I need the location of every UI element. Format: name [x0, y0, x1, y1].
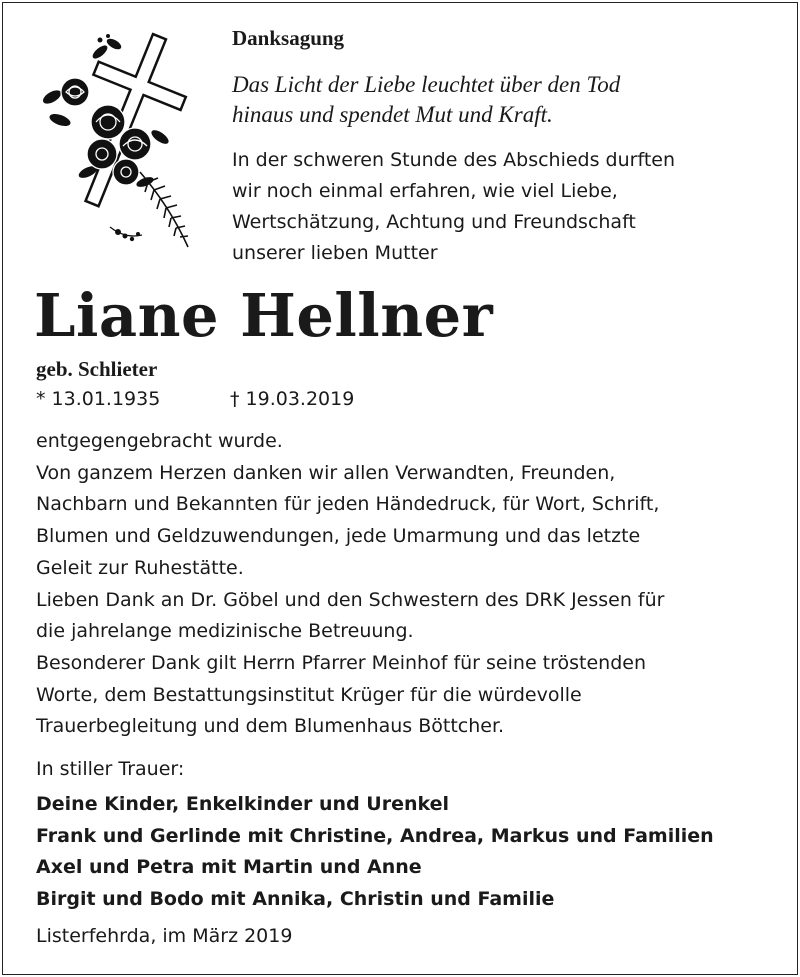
maiden-name: geb. Schlieter	[36, 357, 158, 381]
life-dates	[36, 388, 355, 410]
thanks-line: Trauerbegleitung und dem Blumenhaus Böttcher.	[36, 715, 505, 738]
notice-heading: Danksagung	[232, 26, 345, 50]
thanks-line: Besonderer Dank gilt Herrn Pfarrer Meinhof für seine tröstenden	[36, 651, 647, 674]
thanks-line: Blumen und Geldzuwendungen, jede Umarmung und das letzte	[36, 525, 641, 548]
mourners-list	[36, 789, 796, 915]
thanks-text	[36, 426, 796, 743]
death-date: † 19.03.2019	[230, 388, 355, 410]
intro-line: Wertschätzung, Achtung und Freundschaft	[232, 211, 636, 233]
mourner-line: Birgit und Bodo mit Annika, Christin und Familie	[36, 887, 555, 910]
thanks-line: Lieben Dank an Dr. Göbel und den Schwestern des DRK Jessen für	[36, 588, 665, 611]
mourner-line: Deine Kinder, Enkelkinder und Urenkel	[36, 793, 450, 815]
intro-line: In der schweren Stunde des Abschieds durften	[232, 149, 676, 171]
motto	[232, 70, 772, 130]
thanks-line: die jahrelange medizinische Betreuung.	[36, 620, 414, 643]
intro-text	[232, 145, 792, 269]
mourner-line: Axel und Petra mit Martin und Anne	[36, 856, 422, 878]
intro-line: unserer lieben Mutter	[232, 242, 438, 264]
motto-line: hinaus und spendet Mut und Kraft.	[232, 102, 553, 127]
thanks-line: Geleit zur Ruhestätte.	[36, 556, 244, 579]
thanks-line: Worte, dem Bestattungsinstitut Krüger für die würdevolle	[36, 683, 582, 706]
place-date: Listerfehrda, im März 2019	[36, 925, 293, 947]
mourning-label: In stiller Trauer:	[36, 758, 185, 780]
intro-line: wir noch einmal erfahren, wie viel Liebe,	[232, 180, 618, 202]
deceased-name: Liane Hellner	[34, 281, 494, 350]
thanks-line: entgegengebracht wurde.	[36, 430, 283, 452]
birth-date: * 13.01.1935	[36, 388, 161, 410]
motto-line: Das Licht der Liebe leuchtet über den Tod	[232, 72, 621, 97]
thanks-line: Nachbarn und Bekannten für jeden Händedruck, für Wort, Schrift,	[36, 493, 660, 516]
cross-with-roses-icon	[30, 22, 200, 252]
mourner-line: Frank und Gerlinde mit Christine, Andrea, Markus und Familien	[36, 824, 714, 847]
thanks-line: Von ganzem Herzen danken wir allen Verwandten, Freunden,	[36, 461, 616, 484]
